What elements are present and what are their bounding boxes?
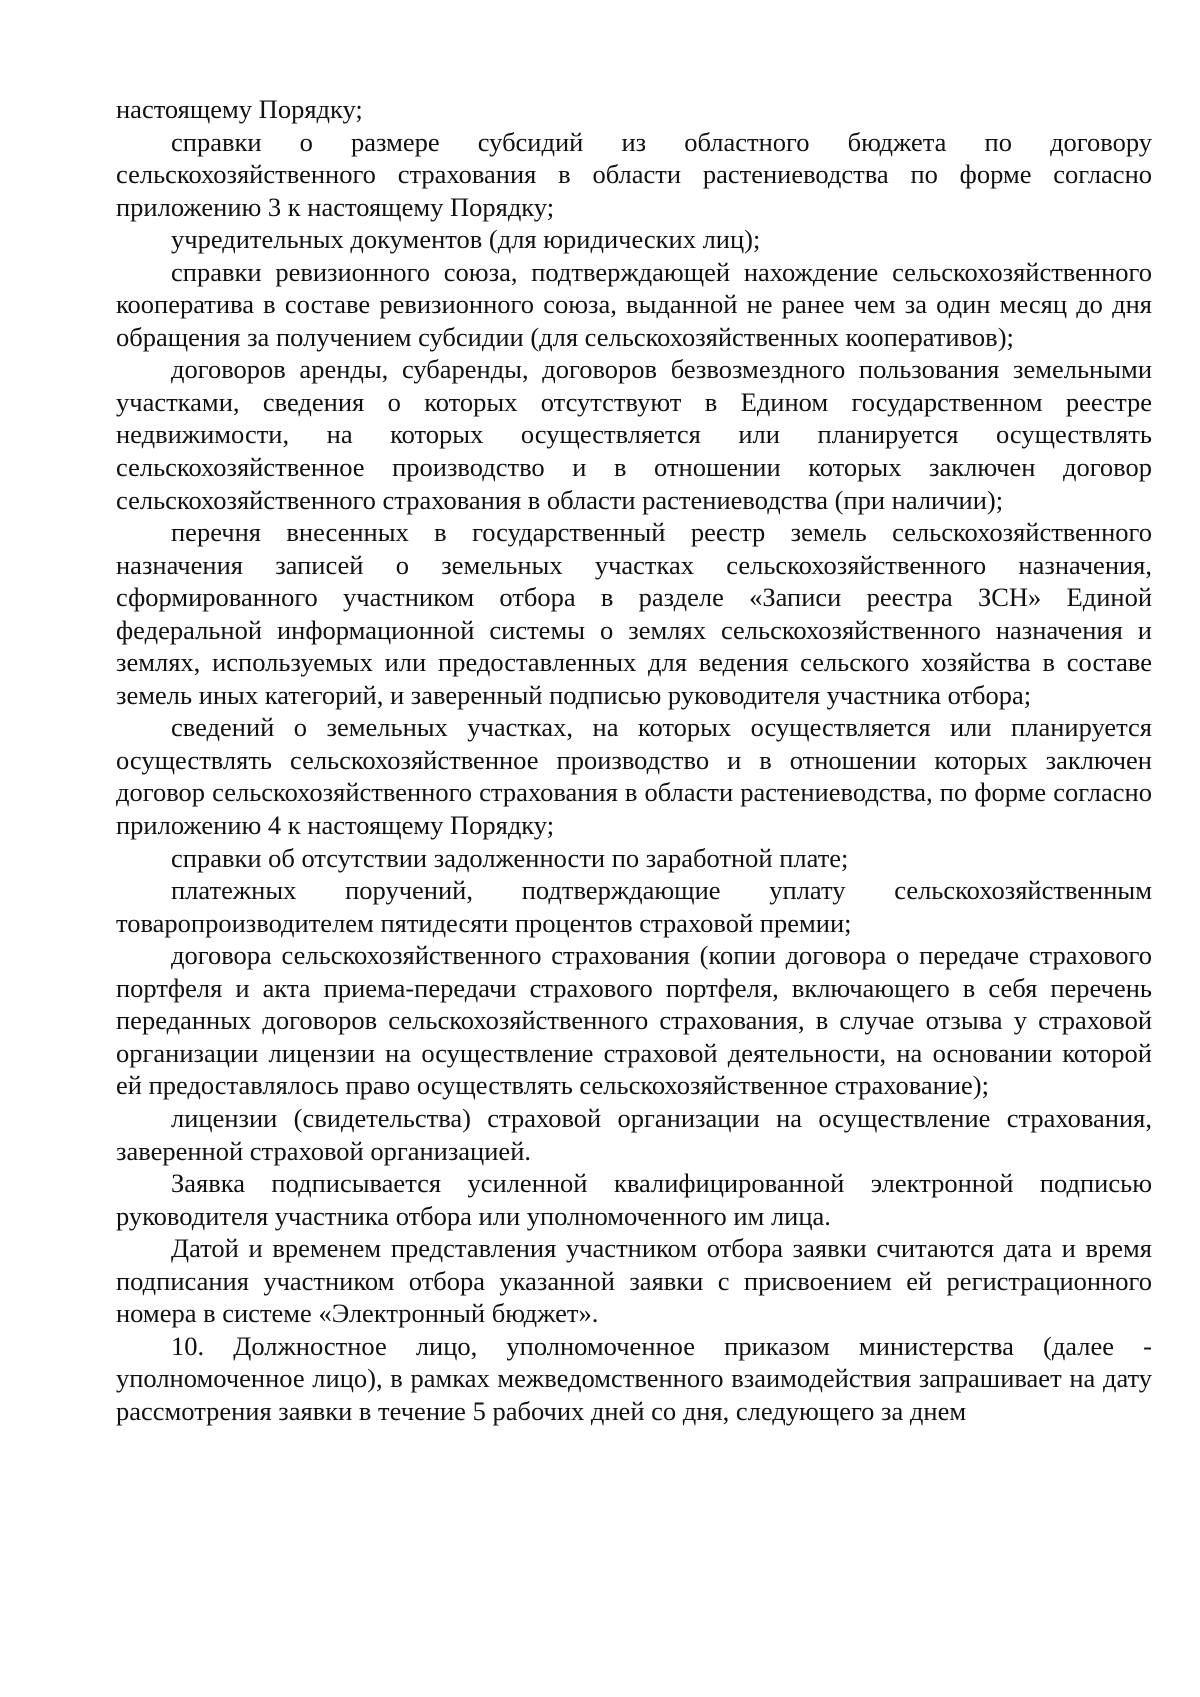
- paragraph: настоящему Порядку;: [116, 94, 363, 124]
- paragraph: 10. Должностное лицо, уполномоченное приказом министерства (далее - уполномоченное лицо), в рамках межведомственного взаимодействия запрашивает на дату рассмотрения заявки в течение 5 рабочих дней со дня, следующего за днем: [116, 1330, 1152, 1426]
- paragraph: Датой и временем представления участником отбора заявки считаются дата и время подписания участником отбора указанной заявки с присвоением ей регистрационного номера в системе «Электронный бюджет».: [116, 1233, 1152, 1329]
- paragraph: Заявка подписывается усиленной квалифицированной электронной подписью руководителя участника отбора или уполномоченного им лица.: [116, 1168, 1152, 1231]
- paragraph: перечня внесенных в государственный реестр земель сельскохозяйственного назначения записей о земельных участках сельскохозяйственного назначения, сформированного участником отбора в разделе «Записи реестра ЗСН» Единой федеральной информационной системы о землях сельскохозяйственного назначения и землях, используемых или предоставленных для ведения сельского хозяйства в составе земель иных категорий, и заверенный подписью руководителя участника отбора;: [116, 517, 1152, 710]
- paragraph: платежных поручений, подтверждающие уплату сельскохозяйственным товаропроизводителем пятидесяти процентов страховой премии;: [116, 875, 1152, 938]
- paragraph: справки об отсутствии задолженности по заработной плате;: [171, 842, 849, 873]
- paragraph: справки о размере субсидий из областного бюджета по договору сельскохозяйственного страхования в области растениеводства по форме согласно приложению 3 к настоящему Порядку;: [116, 126, 1152, 222]
- document-page: [116, 93, 1152, 1427]
- paragraph: справки ревизионного союза, подтверждающей нахождение сельскохозяйственного кооператива в составе ревизионного союза, выданной не ранее чем за один месяц до дня обращения за получением субсидии (для сельскохозяйственных кооперативов);: [116, 256, 1152, 352]
- paragraph: договора сельскохозяйственного страхования (копии договора о передаче страхового портфеля и акта приема-передачи страхового портфеля, включающего в себя перечень переданных договоров сельскохозяйственного страхования, в случае отзыва у страховой организации лицензии на осуществление страховой деятельности, на основании которой ей предоставлялось право осуществлять сельскохозяйственное страхование);: [116, 940, 1152, 1101]
- paragraph: договоров аренды, субаренды, договоров безвозмездного пользования земельными участками, сведения о которых отсутствуют в Едином государственном реестре недвижимости, на которых осуществляется или планируется осуществлять сельскохозяйственное производство и в отношении которых заключен договор сельскохозяйственного страхования в области растениеводства (при наличии);: [116, 354, 1152, 515]
- paragraph: лицензии (свидетельства) страховой организации на осуществление страхования, заверенной страховой организацией.: [116, 1102, 1152, 1166]
- paragraph: сведений о земельных участках, на которых осуществляется или планируется осуществлять сельскохозяйственное производство и в отношении которых заключен договор сельскохозяйственного страхования в области растениеводства, по форме согласно приложению 4 к настоящему Порядку;: [116, 712, 1152, 841]
- paragraph: учредительных документов (для юридических лиц);: [171, 224, 761, 255]
